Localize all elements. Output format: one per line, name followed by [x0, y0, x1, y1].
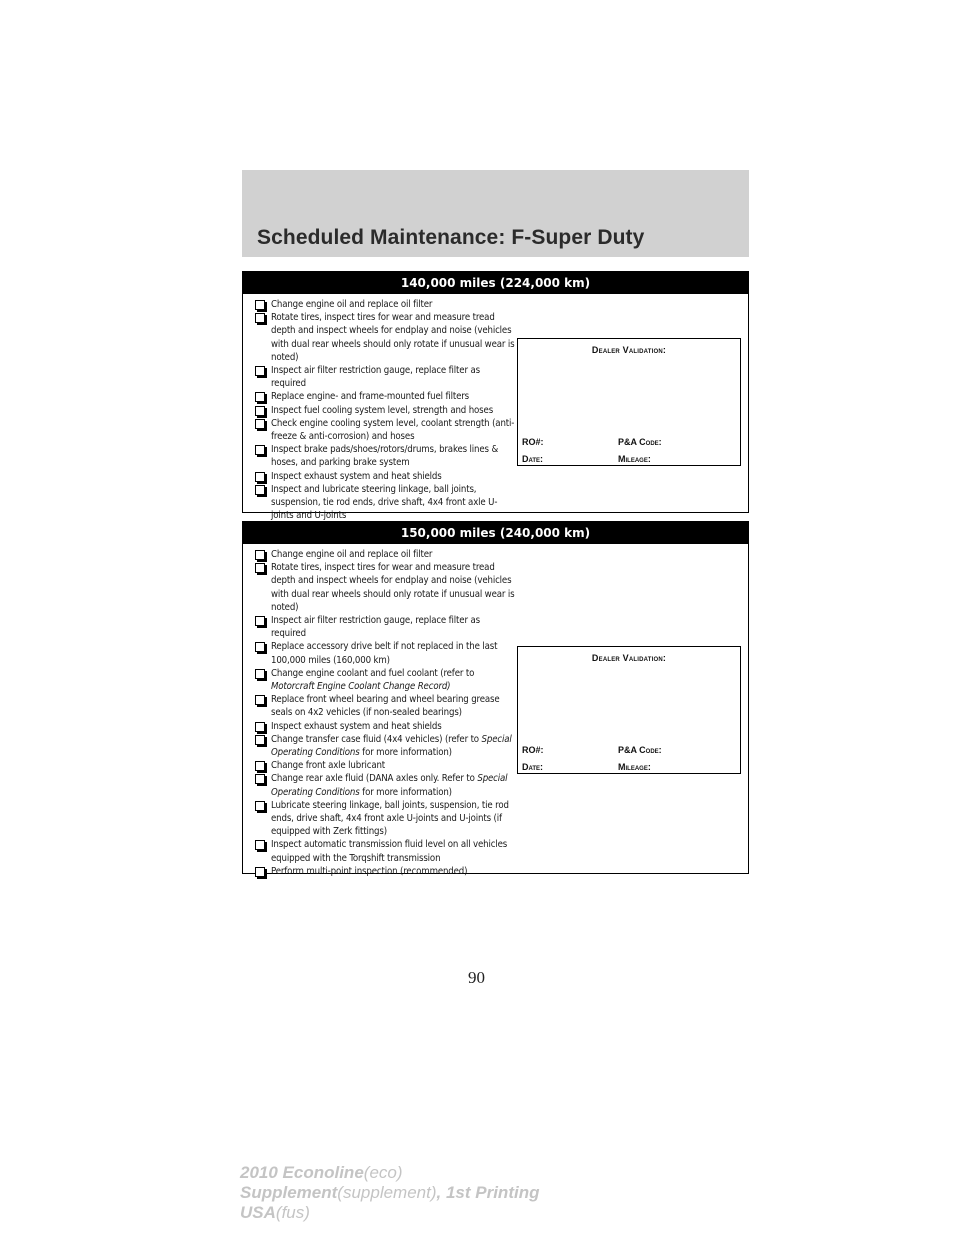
pa-code-label: P&A Code: — [618, 745, 662, 755]
checklist-item-text: Perform multi-point inspection (recommended) — [271, 865, 468, 877]
checklist-item — [253, 667, 515, 693]
dealer-validation-title: Dealer Validation: — [591, 653, 667, 663]
checkbox-icon[interactable] — [255, 695, 265, 705]
footer-printing: , 1st Printing — [436, 1183, 540, 1202]
date-label: Date: — [522, 454, 544, 464]
checklist-item-text: Change rear axle fluid (DANA axles only. Refer to Special Operating Conditions for more information) — [271, 773, 508, 798]
checklist-item-text: Inspect fuel cooling system level, strength and hoses — [271, 404, 494, 416]
checklist-item — [253, 298, 515, 311]
footer-model: 2010 Econoline — [240, 1163, 364, 1182]
checklist-item-text: Replace accessory drive belt if not replaced in the last 100,000 miles (160,000 km) — [271, 641, 498, 666]
footer-line-2 — [240, 1183, 539, 1203]
checklist-item-text: Inspect air filter restriction gauge, replace filter as required — [271, 615, 480, 640]
checklist-item — [253, 720, 515, 733]
footer-market-code: (fus) — [275, 1203, 310, 1222]
checklist-item-text: Rotate tires, inspect tires for wear and measure tread depth and inspect wheels for endplay and noise (vehicles with dual rear wheels should only rotate if unusual wear is noted) — [271, 562, 515, 613]
checklist-item-text: Inspect brake pads/shoes/rotors/drums, brakes lines & hoses, and parking brake system — [271, 444, 499, 469]
checkbox-icon[interactable] — [255, 840, 265, 850]
footer-market: USA — [240, 1203, 276, 1222]
checklist-item-text: Lubricate steering linkage, ball joints, suspension, tie rod ends, drive shaft, 4x4 front axle U-joints and U-joints (if equipped with Zerk fittings) — [271, 799, 509, 838]
checkbox-icon[interactable] — [255, 642, 265, 652]
checkbox-icon[interactable] — [255, 774, 265, 784]
checklist-item-text: Change engine oil and replace oil filter — [271, 299, 433, 310]
checklist-item — [253, 865, 515, 878]
checklist-item-text: Rotate tires, inspect tires for wear and measure tread depth and inspect wheels for endplay and noise (vehicles with dual rear wheels should only rotate if unusual wear is noted) — [271, 312, 515, 363]
checkbox-icon[interactable] — [255, 366, 265, 376]
checklist-item-text: Inspect and lubricate steering linkage, ball joints, suspension, tie rod ends, drive shaft, 4x4 front axle U-joints and U-joints — [271, 483, 498, 522]
checkbox-icon[interactable] — [255, 550, 265, 560]
checklist-item-text: Inspect air filter restriction gauge, replace filter as required — [271, 365, 480, 390]
checkbox-icon[interactable] — [255, 406, 265, 416]
checklist-item — [253, 799, 515, 839]
checkbox-icon[interactable] — [255, 761, 265, 771]
checkbox-icon[interactable] — [255, 616, 265, 626]
checklist — [253, 548, 515, 878]
checklist-item — [253, 838, 515, 864]
checklist-item — [253, 561, 515, 614]
mileage-label: Mileage: — [618, 454, 651, 464]
dealer-validation-title: Dealer Validation: — [591, 345, 667, 355]
checkbox-icon[interactable] — [255, 867, 265, 877]
checkbox-icon[interactable] — [255, 445, 265, 455]
date-label: Date: — [522, 762, 544, 772]
checklist-item — [253, 483, 515, 523]
checklist-item — [253, 548, 515, 561]
checklist-item — [253, 311, 515, 364]
checkbox-icon[interactable] — [255, 735, 265, 745]
checklist-item-text: Change front axle lubricant — [271, 760, 386, 772]
block-heading: 140,000 miles (224,000 km) — [243, 272, 748, 294]
footer-imprint — [240, 1163, 539, 1223]
checkbox-icon[interactable] — [255, 801, 265, 811]
page-number: 90 — [468, 968, 485, 987]
footer-supplement: Supplement — [240, 1183, 338, 1202]
checklist-item-text: Change engine oil and replace oil filter — [271, 549, 433, 560]
checkbox-icon[interactable] — [255, 300, 265, 310]
checkbox-icon[interactable] — [255, 472, 265, 482]
checkbox-icon[interactable] — [255, 669, 265, 679]
block-heading: 150,000 miles (240,000 km) — [243, 522, 748, 544]
footer-model-code: (eco) — [363, 1163, 403, 1182]
checklist-item — [253, 693, 515, 719]
checkbox-icon[interactable] — [255, 485, 265, 495]
checkbox-icon[interactable] — [255, 563, 265, 573]
checklist-item — [253, 640, 515, 666]
checklist-item — [253, 772, 515, 798]
ro-row — [522, 437, 662, 447]
checklist-item-text: Replace front wheel bearing and wheel bearing grease seals on 4x2 vehicles (if non-sealed bearings) — [271, 694, 500, 719]
checklist-item-text: Change transfer case fluid (4x4 vehicles) (refer to Special Operating Conditions for more information) — [271, 733, 512, 759]
checklist — [253, 298, 515, 536]
date-row — [522, 762, 651, 772]
checklist-item — [253, 390, 515, 403]
checkbox-icon[interactable] — [255, 392, 265, 402]
checklist-item-text: Change engine coolant and fuel coolant (refer to Motorcraft Engine Coolant Change Record) — [271, 667, 475, 693]
pa-code-label: P&A Code: — [618, 437, 662, 447]
checklist-item-text: Inspect exhaust system and heat shields — [271, 720, 442, 732]
ro-label: RO#: — [522, 437, 544, 447]
date-row — [522, 454, 651, 464]
checkbox-icon[interactable] — [255, 313, 265, 323]
checklist-item — [253, 417, 515, 443]
checklist-item — [253, 364, 515, 390]
checklist-item — [253, 614, 515, 640]
checkbox-icon[interactable] — [255, 722, 265, 732]
dealer-validation-box — [517, 646, 741, 774]
checklist-item-text: Replace engine- and frame-mounted fuel filters — [271, 391, 470, 403]
checklist-item — [253, 470, 515, 483]
ro-label: RO#: — [522, 745, 544, 755]
checklist-item — [253, 759, 515, 772]
checkbox-icon[interactable] — [255, 419, 265, 429]
footer-line-3 — [240, 1203, 539, 1223]
maintenance-block-140000 — [242, 271, 749, 522]
dealer-validation-box — [517, 338, 741, 466]
checklist-item-text: Inspect automatic transmission fluid level on all vehicles equipped with the Torqshift transmission — [271, 839, 508, 864]
footer-line-1 — [240, 1163, 539, 1183]
checklist-item — [253, 404, 515, 417]
mileage-label: Mileage: — [618, 762, 651, 772]
ro-row — [522, 745, 662, 755]
checklist-item-text: Inspect exhaust system and heat shields — [271, 470, 442, 482]
maintenance-block-150000 — [242, 521, 749, 877]
page-title: Scheduled Maintenance: F-Super Duty — [257, 226, 645, 249]
checklist-item-text: Check engine cooling system level, coolant strength (anti-freeze & anti-corrosion) and hoses — [271, 417, 515, 443]
checklist-item — [253, 443, 515, 469]
checklist-item — [253, 733, 515, 759]
footer-supplement-code: (supplement) — [337, 1183, 437, 1202]
